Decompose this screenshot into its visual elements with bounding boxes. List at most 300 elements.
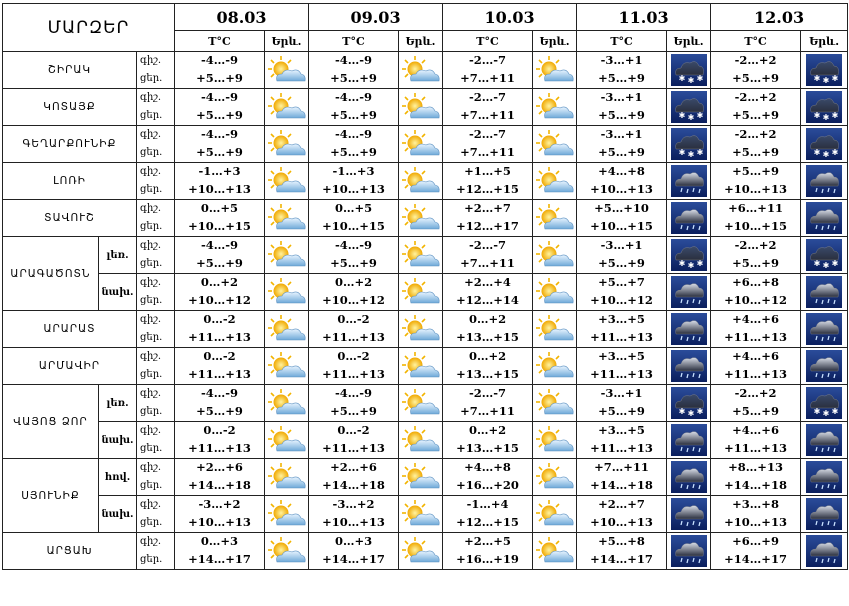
rain-cloud-icon <box>806 313 842 345</box>
rain-cloud-icon <box>806 498 842 530</box>
night-temp: 0…+5 <box>334 201 373 215</box>
svg-text:✱: ✱ <box>831 74 839 83</box>
sun-cloud-icon <box>267 55 307 85</box>
night-temp: 0…-2 <box>203 349 236 363</box>
temperature-cell <box>175 533 265 570</box>
day-temp: +10…+12 <box>724 293 787 307</box>
sun-cloud-icon <box>267 425 307 455</box>
night-temp: 0…-2 <box>337 312 370 326</box>
weather-icon-cell <box>533 126 577 163</box>
svg-text:✱: ✱ <box>822 409 830 418</box>
region-name: ԼՈՌԻ <box>3 163 137 200</box>
svg-text:✱: ✱ <box>687 409 694 418</box>
svg-text:✱: ✱ <box>696 407 703 416</box>
temperature-cell <box>175 496 265 533</box>
day-temp: +10…+13 <box>724 182 787 196</box>
rain-cloud-icon <box>671 424 707 456</box>
region-row <box>3 274 848 311</box>
temperature-cell <box>577 237 667 274</box>
period-labels <box>137 237 175 274</box>
temp-header: T°C <box>443 31 533 52</box>
night-label: գիշ. <box>140 277 162 288</box>
rain-cloud-icon <box>806 202 842 234</box>
temperature-cell <box>175 311 265 348</box>
period-labels <box>137 385 175 422</box>
day-temp: +12…+15 <box>456 515 519 529</box>
temperature-cell <box>175 274 265 311</box>
temperature-cell <box>175 385 265 422</box>
sun-cloud-icon <box>401 462 441 492</box>
temperature-cell <box>711 533 801 570</box>
sun-cloud-icon <box>401 92 441 122</box>
day-temp: +5…+9 <box>196 256 243 270</box>
day-temp: +11…+13 <box>724 441 787 455</box>
svg-text:✱: ✱ <box>813 74 821 83</box>
svg-text:✱: ✱ <box>678 74 685 83</box>
temperature-cell <box>711 200 801 237</box>
temperature-cell <box>443 422 533 459</box>
temperature-cell <box>577 89 667 126</box>
day-label: ցեր. <box>140 554 163 565</box>
night-temp: 0…-2 <box>203 423 236 437</box>
region-row <box>3 52 848 89</box>
day-temp: +11…+13 <box>322 441 385 455</box>
weather-icon-cell <box>265 385 309 422</box>
day-temp: +11…+13 <box>590 441 653 455</box>
region-row <box>3 311 848 348</box>
day-temp: +11…+13 <box>322 367 385 381</box>
temperature-cell <box>175 459 265 496</box>
temperature-cell <box>443 237 533 274</box>
temperature-cell <box>577 385 667 422</box>
night-temp: -4…-9 <box>334 386 373 400</box>
weather-icon-cell <box>533 274 577 311</box>
sun-cloud-icon <box>535 55 575 85</box>
zone-label: հով. <box>99 459 137 496</box>
temperature-cell <box>175 52 265 89</box>
sun-cloud-icon <box>401 166 441 196</box>
temperature-cell <box>309 385 399 422</box>
day-temp: +10…+13 <box>188 182 251 196</box>
weather-icon-cell <box>265 459 309 496</box>
weather-icon-cell <box>399 274 443 311</box>
svg-text:✱: ✱ <box>813 407 821 416</box>
temp-header: T°C <box>577 31 667 52</box>
period-labels <box>137 163 175 200</box>
sun-cloud-icon <box>535 351 575 381</box>
temperature-cell <box>577 459 667 496</box>
night-temp: +1…+5 <box>464 164 511 178</box>
day-temp: +5…+9 <box>732 71 779 85</box>
day-label: ցեր. <box>140 295 163 306</box>
svg-text:✱: ✱ <box>687 261 694 270</box>
day-temp: +5…+9 <box>330 108 377 122</box>
weather-icon-cell <box>265 52 309 89</box>
svg-text:✱: ✱ <box>696 74 703 83</box>
day-temp: +16…+20 <box>456 478 519 492</box>
day-label: ցեր. <box>140 73 163 84</box>
weather-icon-cell <box>801 422 848 459</box>
temperature-cell <box>175 126 265 163</box>
temperature-cell <box>711 311 801 348</box>
night-label: գիշ. <box>140 351 162 362</box>
day-temp: +16…+19 <box>456 552 519 566</box>
weather-icon-cell <box>801 163 848 200</box>
sun-cloud-icon <box>401 314 441 344</box>
night-temp: +2…+6 <box>196 460 243 474</box>
temperature-cell <box>309 237 399 274</box>
sun-cloud-icon <box>401 129 441 159</box>
snow-cloud-icon <box>806 387 842 419</box>
svg-text:✱: ✱ <box>822 113 830 122</box>
day-temp: +13…+15 <box>456 367 519 381</box>
sun-cloud-icon <box>535 462 575 492</box>
night-temp: -1…+3 <box>198 164 241 178</box>
region-name: ՎԱՅՈՑ ՁՈՐ <box>3 385 99 459</box>
weather-icon-cell <box>533 163 577 200</box>
temperature-cell <box>711 237 801 274</box>
night-temp: 0…+2 <box>468 312 507 326</box>
temperature-cell <box>577 311 667 348</box>
weather-icon-cell <box>399 89 443 126</box>
night-label: գիշ. <box>140 129 162 140</box>
night-temp: +6…+11 <box>728 201 783 215</box>
region-name: ԱՐՑԱԽ <box>3 533 137 570</box>
period-labels <box>137 496 175 533</box>
zone-label: նախ. <box>99 274 137 311</box>
date-header: 09.03 <box>309 4 443 31</box>
day-temp: +11…+13 <box>188 441 251 455</box>
weather-icon-cell <box>533 422 577 459</box>
weather-icon-cell <box>265 163 309 200</box>
day-label: ցեր. <box>140 332 163 343</box>
sun-cloud-icon <box>401 55 441 85</box>
day-temp: +10…+15 <box>724 219 787 233</box>
day-temp: +13…+15 <box>456 330 519 344</box>
date-header: 10.03 <box>443 4 577 31</box>
night-temp: +4…+6 <box>732 423 779 437</box>
weather-icon-cell <box>399 459 443 496</box>
region-name: ԱՐՄԱՎԻՐ <box>3 348 137 385</box>
svg-text:✱: ✱ <box>678 407 685 416</box>
sun-cloud-icon <box>535 166 575 196</box>
weather-header: Երև. <box>265 31 309 52</box>
night-temp: +2…+4 <box>464 275 511 289</box>
day-temp: +14…+18 <box>322 478 385 492</box>
day-temp: +11…+13 <box>188 330 251 344</box>
region-name: ՍՅՈՒՆԻՔ <box>3 459 99 533</box>
night-temp: -2…-7 <box>469 90 507 104</box>
day-label: ցեր. <box>140 480 163 491</box>
night-temp: +6…+9 <box>732 534 779 548</box>
svg-text:✱: ✱ <box>822 76 830 85</box>
day-label: ցեր. <box>140 443 163 454</box>
day-temp: +10…+13 <box>590 182 653 196</box>
weather-icon-cell <box>533 459 577 496</box>
night-temp: 0…+2 <box>468 423 507 437</box>
weather-icon-cell <box>399 311 443 348</box>
weather-icon-cell <box>265 533 309 570</box>
night-temp: -2…+2 <box>734 90 777 104</box>
temperature-cell <box>577 163 667 200</box>
day-temp: +7…+11 <box>460 108 515 122</box>
rain-cloud-icon <box>806 424 842 456</box>
day-temp: +7…+11 <box>460 256 515 270</box>
sun-cloud-icon <box>401 351 441 381</box>
night-temp: -2…+2 <box>734 386 777 400</box>
weather-icon-cell <box>533 200 577 237</box>
zone-label: լեռ. <box>99 237 137 274</box>
night-temp: -2…+2 <box>734 238 777 252</box>
rain-cloud-icon <box>806 461 842 493</box>
region-name: ԱՐԱՐԱՏ <box>3 311 137 348</box>
day-temp: +5…+9 <box>196 108 243 122</box>
day-temp: +5…+9 <box>732 256 779 270</box>
temperature-cell <box>175 237 265 274</box>
weather-icon-cell <box>533 237 577 274</box>
region-row <box>3 459 848 496</box>
night-temp: +8…+13 <box>728 460 783 474</box>
temperature-cell <box>577 348 667 385</box>
weather-icon-cell <box>801 348 848 385</box>
rain-cloud-icon <box>671 313 707 345</box>
night-temp: -2…-7 <box>469 386 507 400</box>
rain-cloud-icon <box>806 535 842 567</box>
day-temp: +11…+13 <box>724 330 787 344</box>
day-temp: +10…+15 <box>322 219 385 233</box>
weather-icon-cell <box>801 126 848 163</box>
weather-icon-cell <box>265 126 309 163</box>
temperature-cell <box>443 385 533 422</box>
day-temp: +14…+17 <box>590 552 653 566</box>
night-temp: -3…+2 <box>198 497 241 511</box>
svg-text:✱: ✱ <box>678 111 685 120</box>
weather-icon-cell <box>399 496 443 533</box>
temperature-cell <box>711 422 801 459</box>
weather-icon-cell <box>801 89 848 126</box>
weather-icon-cell <box>667 459 711 496</box>
day-temp: +5…+9 <box>196 71 243 85</box>
temperature-cell <box>577 200 667 237</box>
rain-cloud-icon <box>806 165 842 197</box>
period-labels <box>137 126 175 163</box>
day-label: ցեր. <box>140 517 163 528</box>
period-labels <box>137 533 175 570</box>
day-temp: +10…+13 <box>322 182 385 196</box>
temp-header: T°C <box>175 31 265 52</box>
day-temp: +14…+18 <box>590 478 653 492</box>
night-temp: -4…-9 <box>334 238 373 252</box>
day-temp: +5…+9 <box>196 145 243 159</box>
svg-text:✱: ✱ <box>813 111 821 120</box>
period-labels <box>137 274 175 311</box>
night-temp: 0…-2 <box>203 312 236 326</box>
temperature-cell <box>443 52 533 89</box>
night-temp: -4…-9 <box>334 90 373 104</box>
rain-cloud-icon <box>671 498 707 530</box>
night-temp: +5…+10 <box>594 201 649 215</box>
sun-cloud-icon <box>267 536 307 566</box>
temperature-cell <box>577 126 667 163</box>
region-name: ԿՈՏԱՅՔ <box>3 89 137 126</box>
sun-cloud-icon <box>401 425 441 455</box>
weather-header: Երև. <box>667 31 711 52</box>
temperature-cell <box>443 200 533 237</box>
temperature-cell <box>309 496 399 533</box>
svg-text:✱: ✱ <box>813 148 821 157</box>
region-row <box>3 348 848 385</box>
weather-icon-cell <box>667 89 711 126</box>
temperature-cell <box>443 274 533 311</box>
rain-cloud-icon <box>671 350 707 382</box>
night-temp: -2…+2 <box>734 53 777 67</box>
sun-cloud-icon <box>267 499 307 529</box>
weather-icon-cell <box>667 200 711 237</box>
svg-text:✱: ✱ <box>687 113 694 122</box>
weather-icon-cell <box>533 348 577 385</box>
temperature-cell <box>309 533 399 570</box>
weather-icon-cell <box>667 348 711 385</box>
region-row <box>3 126 848 163</box>
weather-icon-cell <box>801 385 848 422</box>
temperature-cell <box>443 126 533 163</box>
svg-text:✱: ✱ <box>831 407 839 416</box>
region-name: ՏԱՎՈՒՇ <box>3 200 137 237</box>
day-temp: +5…+9 <box>598 145 645 159</box>
period-labels <box>137 422 175 459</box>
day-temp: +14…+17 <box>724 552 787 566</box>
sun-cloud-icon <box>401 277 441 307</box>
night-temp: -3…+1 <box>600 53 643 67</box>
svg-text:✱: ✱ <box>687 76 694 85</box>
temperature-cell <box>175 348 265 385</box>
weather-icon-cell <box>265 348 309 385</box>
night-label: գիշ. <box>140 425 162 436</box>
region-name: ՇԻՐԱԿ <box>3 52 137 89</box>
weather-icon-cell <box>667 52 711 89</box>
svg-text:✱: ✱ <box>822 261 830 270</box>
temperature-cell <box>711 496 801 533</box>
weather-icon-cell <box>533 311 577 348</box>
day-label: ցեր. <box>140 184 163 195</box>
rain-cloud-icon <box>806 276 842 308</box>
temperature-cell <box>309 311 399 348</box>
weather-icon-cell <box>667 274 711 311</box>
snow-cloud-icon <box>671 54 707 86</box>
temperature-cell <box>309 422 399 459</box>
region-row <box>3 237 848 274</box>
temperature-cell <box>711 348 801 385</box>
sun-cloud-icon <box>401 388 441 418</box>
day-temp: +11…+13 <box>590 330 653 344</box>
temperature-cell <box>711 126 801 163</box>
day-temp: +12…+15 <box>456 182 519 196</box>
sun-cloud-icon <box>535 240 575 270</box>
date-header: 11.03 <box>577 4 711 31</box>
day-label: ցեր. <box>140 147 163 158</box>
temperature-cell <box>443 496 533 533</box>
night-label: գիշ. <box>140 388 162 399</box>
sun-cloud-icon <box>535 203 575 233</box>
snow-cloud-icon <box>671 91 707 123</box>
day-temp: +10…+12 <box>322 293 385 307</box>
temperature-cell <box>711 52 801 89</box>
day-temp: +10…+12 <box>188 293 251 307</box>
weather-icon-cell <box>399 237 443 274</box>
night-label: գիշ. <box>140 314 162 325</box>
temperature-cell <box>175 89 265 126</box>
region-row <box>3 533 848 570</box>
region-row <box>3 89 848 126</box>
sun-cloud-icon <box>267 388 307 418</box>
rain-cloud-icon <box>671 535 707 567</box>
weather-icon-cell <box>667 533 711 570</box>
weather-icon-cell <box>801 496 848 533</box>
night-temp: 0…+3 <box>200 534 239 548</box>
weather-icon-cell <box>399 163 443 200</box>
day-label: ցեր. <box>140 221 163 232</box>
snow-cloud-icon <box>806 128 842 160</box>
temperature-cell <box>711 163 801 200</box>
night-temp: -2…-7 <box>469 238 507 252</box>
night-temp: -2…-7 <box>469 53 507 67</box>
weather-icon-cell <box>399 533 443 570</box>
night-temp: +4…+8 <box>464 460 511 474</box>
temperature-cell <box>443 459 533 496</box>
night-temp: 0…+2 <box>200 275 239 289</box>
day-temp: +5…+9 <box>732 145 779 159</box>
sun-cloud-icon <box>535 314 575 344</box>
day-temp: +11…+13 <box>188 367 251 381</box>
temp-header: T°C <box>309 31 399 52</box>
svg-text:✱: ✱ <box>678 259 685 268</box>
temperature-cell <box>309 89 399 126</box>
region-row <box>3 200 848 237</box>
day-temp: +5…+9 <box>732 404 779 418</box>
weather-icon-cell <box>265 89 309 126</box>
sun-cloud-icon <box>535 129 575 159</box>
region-row <box>3 496 848 533</box>
temperature-cell <box>443 89 533 126</box>
day-label: ցեր. <box>140 369 163 380</box>
weather-icon-cell <box>533 385 577 422</box>
forecast-body <box>3 52 848 570</box>
night-temp: 0…-2 <box>337 349 370 363</box>
night-label: գիշ. <box>140 499 162 510</box>
day-temp: +5…+9 <box>598 71 645 85</box>
snow-cloud-icon <box>806 239 842 271</box>
night-temp: -3…+1 <box>600 386 643 400</box>
day-temp: +5…+9 <box>196 404 243 418</box>
period-labels <box>137 52 175 89</box>
svg-text:✱: ✱ <box>831 111 839 120</box>
night-temp: +4…+6 <box>732 349 779 363</box>
night-temp: -3…+2 <box>332 497 375 511</box>
night-label: գիշ. <box>140 92 162 103</box>
snow-cloud-icon <box>671 387 707 419</box>
snow-cloud-icon <box>671 239 707 271</box>
weather-header: Երև. <box>533 31 577 52</box>
sun-cloud-icon <box>267 166 307 196</box>
night-temp: -3…+1 <box>600 90 643 104</box>
night-temp: -4…-9 <box>200 53 239 67</box>
night-label: գիշ. <box>140 240 162 251</box>
rain-cloud-icon <box>671 461 707 493</box>
night-temp: -2…+2 <box>734 127 777 141</box>
weather-icon-cell <box>667 496 711 533</box>
night-temp: +2…+7 <box>464 201 511 215</box>
day-temp: +14…+18 <box>724 478 787 492</box>
